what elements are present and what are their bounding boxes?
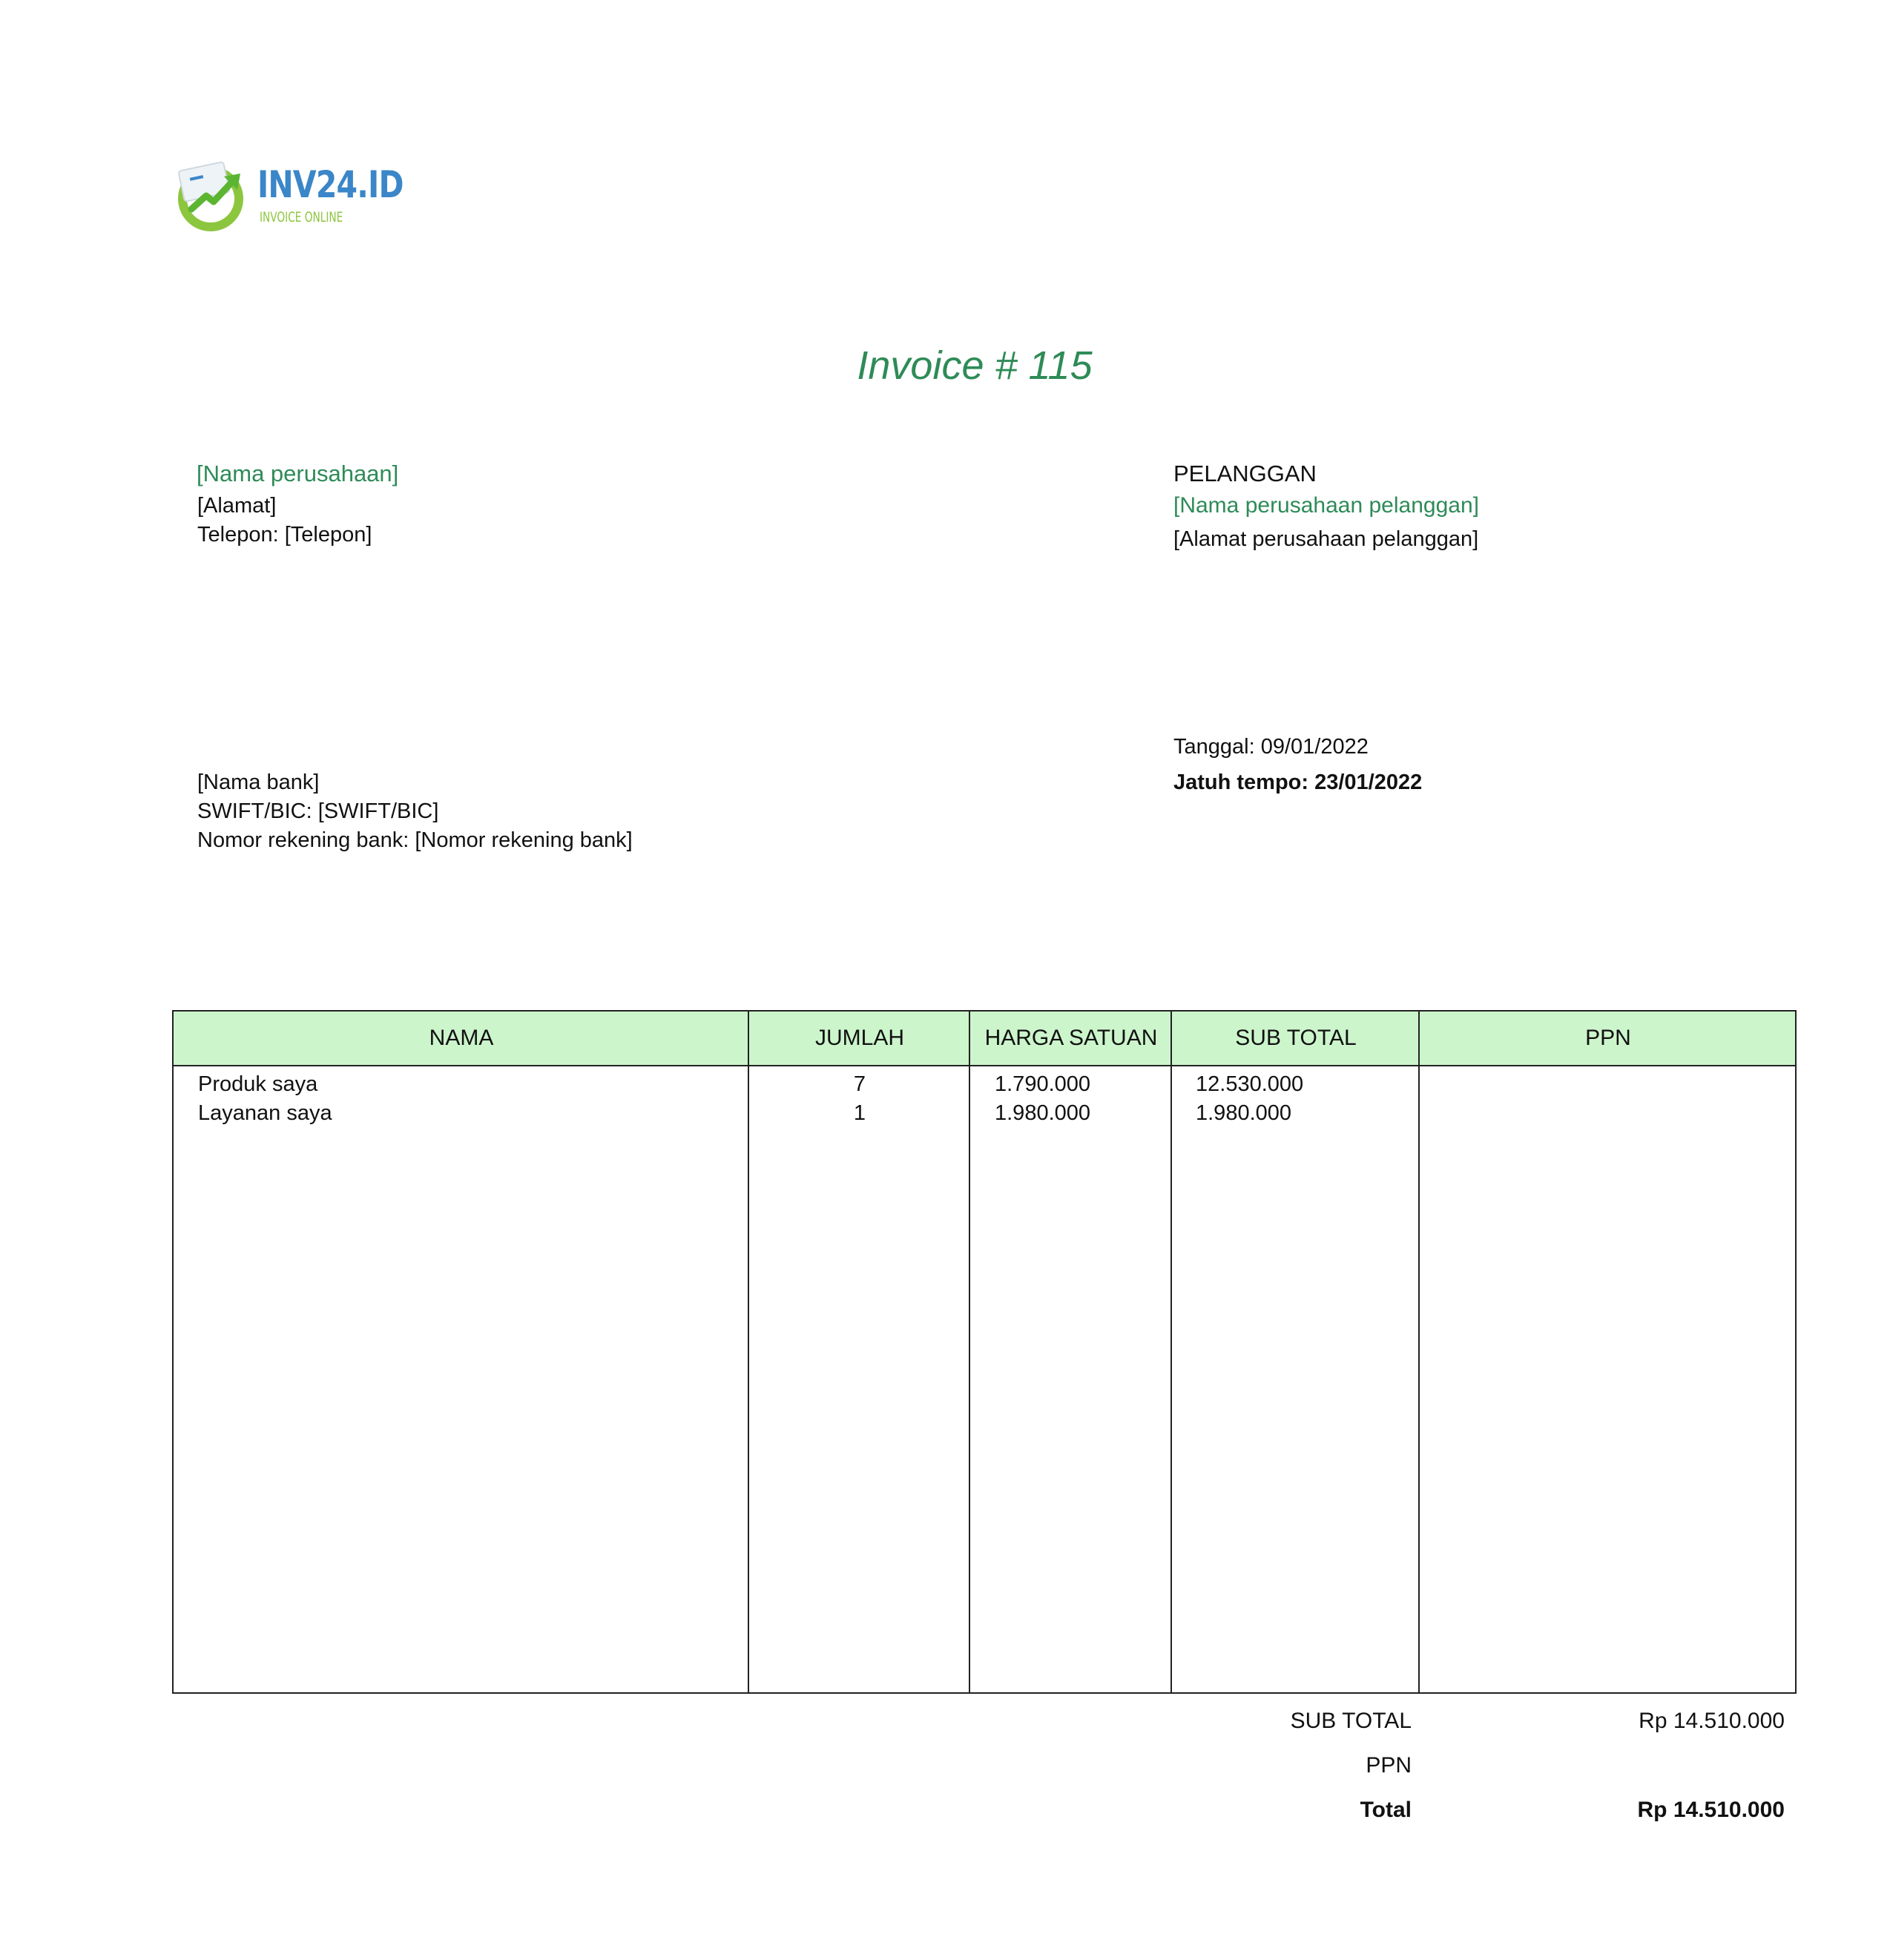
- header-nama: NAMA: [429, 1026, 494, 1050]
- column-divider: [1418, 1012, 1420, 1692]
- customer-name: [Nama perusahaan pelanggan]: [1173, 493, 1479, 518]
- row-name: Produk saya: [198, 1072, 318, 1096]
- row-unit-price: 1.980.000: [995, 1101, 1091, 1125]
- header-harga-satuan: HARGA SATUAN: [984, 1026, 1158, 1050]
- bank-swift: SWIFT/BIC: [SWIFT/BIC]: [197, 799, 439, 823]
- header-sub-total: SUB TOTAL: [1235, 1026, 1357, 1050]
- customer-address: [Alamat perusahaan pelanggan]: [1173, 527, 1479, 551]
- customer-heading: PELANGGAN: [1173, 461, 1317, 486]
- logo-tagline-text: INVOICE ONLINE: [260, 209, 343, 225]
- header-jumlah: JUMLAH: [814, 1026, 904, 1050]
- row-subtotal: 12.530.000: [1196, 1072, 1304, 1096]
- row-name: Layanan saya: [198, 1101, 332, 1125]
- company-phone: Telepon: [Telepon]: [197, 523, 372, 547]
- logo-mark-icon: [172, 157, 254, 235]
- table-header: [174, 1012, 1795, 1066]
- invoice-title: Invoice # 115: [857, 343, 1093, 388]
- summary-total-value: Rp 14.510.000: [1637, 1798, 1785, 1822]
- bank-name: [Nama bank]: [197, 771, 320, 794]
- summary-subtotal-label: SUB TOTAL: [1290, 1709, 1412, 1733]
- row-subtotal: 1.980.000: [1196, 1101, 1292, 1125]
- row-qty: 7: [853, 1072, 866, 1096]
- company-logo: [172, 157, 404, 239]
- summary-total-label: Total: [1360, 1798, 1412, 1822]
- column-divider: [1170, 1012, 1172, 1692]
- header-ppn: PPN: [1585, 1026, 1631, 1050]
- invoice-due-date: Jatuh tempo: 23/01/2022: [1173, 771, 1423, 794]
- logo-brand-text: INV24.ID: [257, 163, 404, 206]
- invoice-date: Tanggal: 09/01/2022: [1173, 735, 1369, 759]
- company-name: [Nama perusahaan]: [197, 461, 399, 486]
- row-unit-price: 1.790.000: [995, 1072, 1091, 1096]
- items-table: [172, 1010, 1797, 1694]
- summary-subtotal-value: Rp 14.510.000: [1639, 1709, 1785, 1733]
- summary-tax-label: PPN: [1366, 1753, 1412, 1778]
- company-address: [Alamat]: [197, 494, 277, 518]
- row-qty: 1: [853, 1101, 866, 1125]
- bank-account: Nomor rekening bank: [Nomor rekening bank]: [197, 828, 633, 852]
